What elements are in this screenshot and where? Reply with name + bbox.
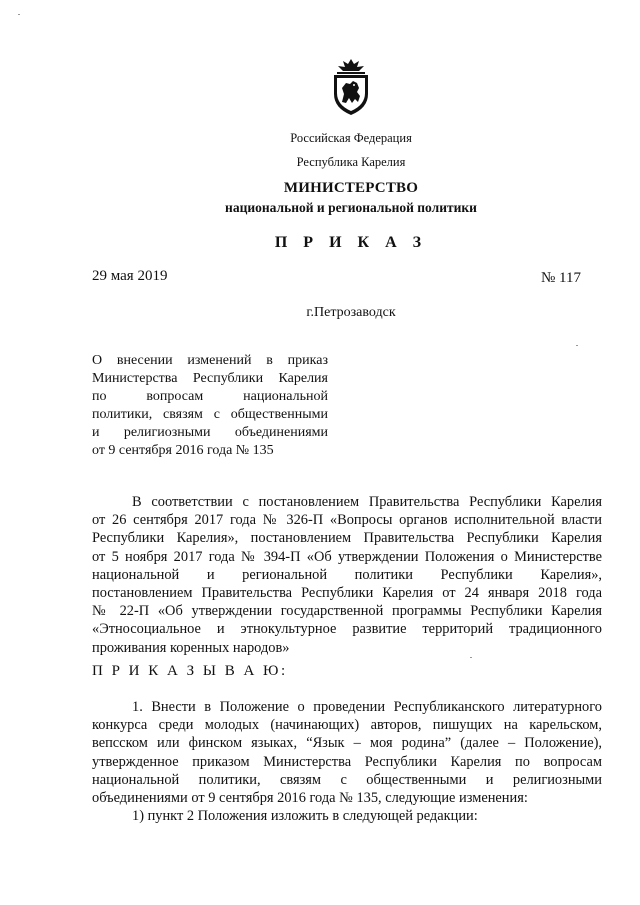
- order-item-paragraph: [92, 698, 602, 825]
- ministry-subtitle: национальной и региональной политики: [225, 200, 477, 215]
- scan-speck: [18, 14, 20, 15]
- subject-line: политики, связям с общественными: [92, 407, 328, 422]
- item-line: вепсском или финском языках, “Язык – моя родина” (далее – Положение),: [92, 735, 602, 752]
- item-line: объединениями от 9 сентября 2016 года № 135, следующие изменения:: [92, 790, 528, 807]
- order-date: 29 мая 2019: [92, 268, 168, 284]
- item-line: 1. Внести в Положение о проведении Республиканского литературного: [132, 699, 602, 715]
- preamble-line: постановлением Правительства Республики Карелия от 24 января 2018 года: [92, 585, 602, 602]
- city: г.Петрозаводск: [306, 305, 396, 320]
- republic-name: Республика Карелия: [296, 155, 406, 169]
- subject-line: О внесении изменений в приказ: [92, 353, 328, 368]
- ministry-title: МИНИСТЕРСТВО: [283, 180, 419, 196]
- item-line: утвержденное приказом Министерства Республики Карелия по вопросам: [92, 753, 602, 770]
- preamble-line: национальной и региональной политики Республики Карелия»,: [92, 566, 602, 583]
- scan-speck: [576, 345, 578, 346]
- preamble-line: № 22-П «Об утверждении государственной программы Республики Карелия: [92, 603, 602, 620]
- country-name: Российская Федерация: [290, 131, 412, 145]
- subject-line: по вопросам национальной: [92, 389, 328, 404]
- preamble-line: Республики Карелия», постановлением Правительства Республики Карелия: [92, 530, 602, 547]
- order-directive-heading: П Р И К А З Ы В А Ю:: [92, 663, 288, 679]
- item-line: конкурса среди молодых (начинающих) авторов, пишущих на карельском,: [92, 717, 602, 734]
- preamble-paragraph: [92, 493, 602, 657]
- subject-line: Министерства Республики Карелия: [92, 371, 328, 386]
- preamble-line: В соответствии с постановлением Правительства Республики Карелия: [132, 494, 602, 510]
- karelia-coat-of-arms-icon: [331, 58, 371, 116]
- preamble-line: от 5 ноября 2017 года № 394-П «Об утверждении Положения о Министерстве: [92, 548, 602, 565]
- order-subject: [92, 352, 328, 460]
- order-number: № 117: [541, 270, 582, 286]
- document-type-heading: П Р И К А З: [274, 234, 428, 251]
- subject-line: и религиозными объединениями: [92, 425, 328, 440]
- preamble-line: проживания коренных народов»: [92, 639, 290, 656]
- preamble-line: от 26 сентября 2017 года № 326-П «Вопросы органов исполнительной власти: [92, 512, 602, 529]
- scan-speck: [470, 657, 472, 658]
- subject-line: от 9 сентября 2016 года № 135: [92, 443, 274, 458]
- preamble-line: «Этносоциальное и этнокультурное развитие территорий традиционного: [92, 621, 602, 638]
- item-line: 1) пункт 2 Положения изложить в следующей редакции:: [132, 808, 478, 825]
- item-line: национальной политики, связям с общественными и религиозными: [92, 771, 602, 788]
